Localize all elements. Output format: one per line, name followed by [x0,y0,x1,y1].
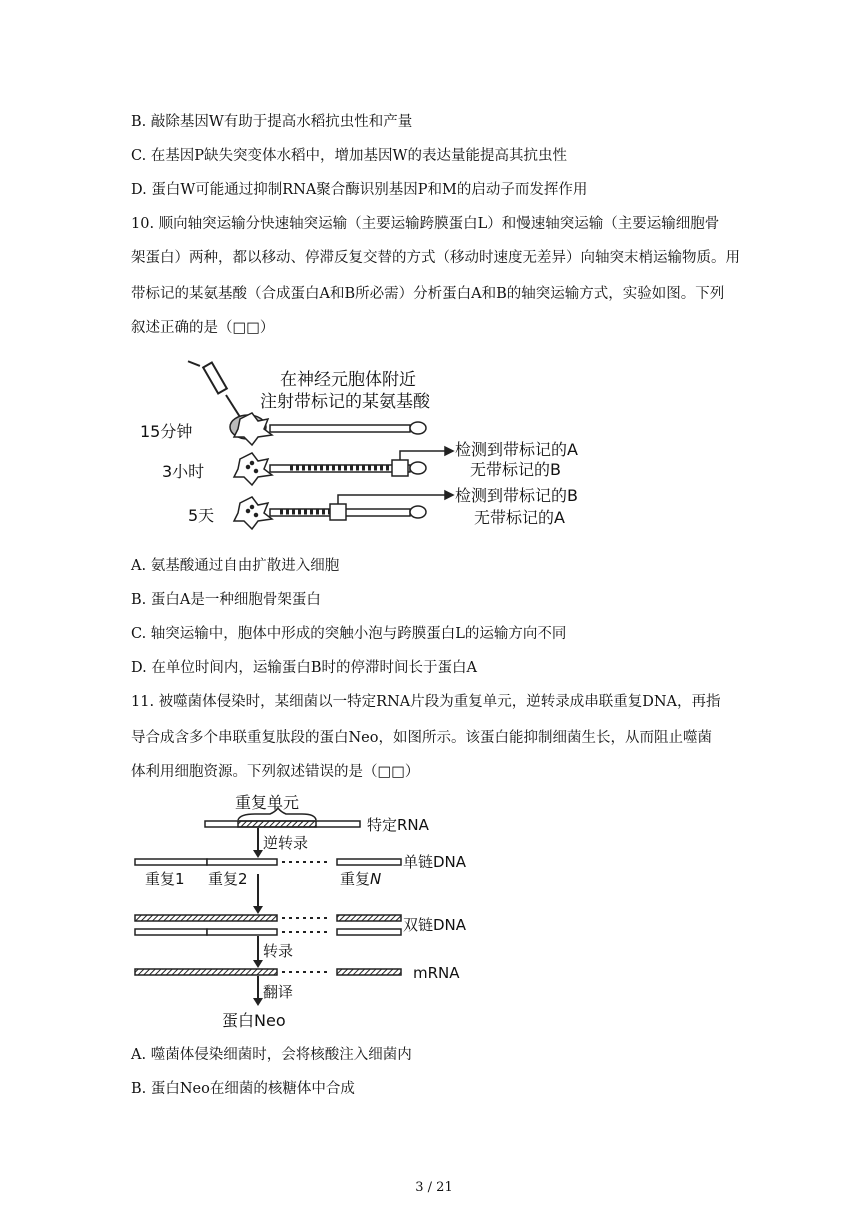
question-10-line-3: 带标记的某氨基酸（合成蛋白A和B所必需）分析蛋白A和B的轴突运输方式，实验如图。下列 [131,286,725,302]
question-11-line-1: 11. 被噬菌体侵染时，某细菌以一特定RNA片段为重复单元，逆转录成串联重复DNA，再指 [131,694,721,710]
dsdna-top [135,915,277,921]
ssdna-repeat-n [337,859,401,865]
arrow-down-icon [253,906,263,914]
repeat-1-label: 重复1 [145,870,185,888]
mrna-strand [135,969,277,975]
time-15min: 15分钟 [140,422,193,441]
transcription-label: 转录 [263,942,294,960]
question-10-line-2: 架蛋白）两种，都以移动、停滞反复交替的方式（移动时速度无差异）向轴突末梢运输物质。用 [131,250,740,266]
neuron-row-1 [230,413,426,445]
syringe-icon [188,357,240,417]
translation-label: 翻译 [263,983,294,1001]
mrna-label: mRNA [413,964,460,982]
question-11-line-3: 体利用细胞资源。下列叙述错误的是（□□） [131,764,420,780]
neuron-row-2 [234,447,453,485]
question-10-line-4: 叙述正确的是（□□） [131,320,275,336]
dsdna-bottom-n [337,929,401,935]
repeat-unit-label: 重复单元 [235,793,300,812]
question-10-option-d: D. 在单位时间内，运输蛋白B时的停滞时间长于蛋白A [131,660,477,676]
option-d: D. 蛋白W可能通过抑制RNA聚合酶识别基因P和M的启动子而发挥作用 [131,182,588,198]
injection-text-1: 在神经元胞体附近 [280,370,416,390]
axon-transport-figure [140,355,640,535]
option-c: C. 在基因P缺失突变体水稻中，增加基因W的表达量能提高其抗虫性 [131,148,567,164]
injection-text-2: 注射带标记的某氨基酸 [260,392,430,412]
dsdna-top-n [337,915,401,921]
question-10-option-a: A. 氨基酸通过自由扩散进入细胞 [131,558,340,574]
dsdna-label: 双链DNA [403,916,467,934]
neuron-row-3 [234,491,453,529]
result-3h-1: 检测到带标记的A [455,440,578,459]
reverse-transcription-label: 逆转录 [263,834,309,852]
repeat-n-variable: N [370,870,382,888]
result-5d-2: 无带标记的A [474,508,565,527]
dsdna-bottom-2 [207,929,277,935]
question-10-line-1: 10. 顺向轴突运输分快速轴突运输（主要运输跨膜蛋白L）和慢速轴突运输（主要运输细胞骨 [131,216,720,232]
time-5d: 5天 [188,506,215,525]
arrow-down-icon [253,998,263,1006]
question-11-option-b: B. 蛋白Neo在细菌的核糖体中合成 [131,1081,355,1097]
arrow-down-icon [253,850,263,858]
option-b: B. 敲除基因W有助于提高水稻抗虫性和产量 [131,114,413,130]
ssdna-repeat-2 [207,859,277,865]
result-5d-1: 检测到带标记的B [455,486,578,505]
repeat-n-label [340,870,381,888]
question-11-option-a: A. 噬菌体侵染细菌时，会将核酸注入细菌内 [131,1047,412,1063]
dsdna-bottom-1 [135,929,207,935]
ssdna-label: 单链DNA [403,853,467,871]
specific-rna-label: 特定RNA [367,816,429,834]
result-3h-2: 无带标记的B [470,460,561,479]
page-number: 3 / 21 [415,1180,453,1195]
repeat-n-text: 重复 [340,870,371,888]
arrow-down-icon [253,960,263,968]
rna-repeat-segment [238,821,316,827]
question-10-option-c: C. 轴突运输中，胞体中形成的突触小泡与跨膜蛋白L的运输方向不同 [131,626,567,642]
question-10-option-b: B. 蛋白A是一种细胞骨架蛋白 [131,592,321,608]
repeat-2-label: 重复2 [208,870,248,888]
question-11-line-2: 导合成含多个串联重复肽段的蛋白Neo，如图所示。该蛋白能抑制细菌生长，从而阻止噬菌 [131,730,712,746]
time-3h: 3小时 [162,462,205,481]
ssdna-repeat-1 [135,859,207,865]
mrna-strand-n [337,969,401,975]
protein-neo-label: 蛋白Neo [222,1011,286,1030]
neo-synthesis-figure [130,790,510,1035]
